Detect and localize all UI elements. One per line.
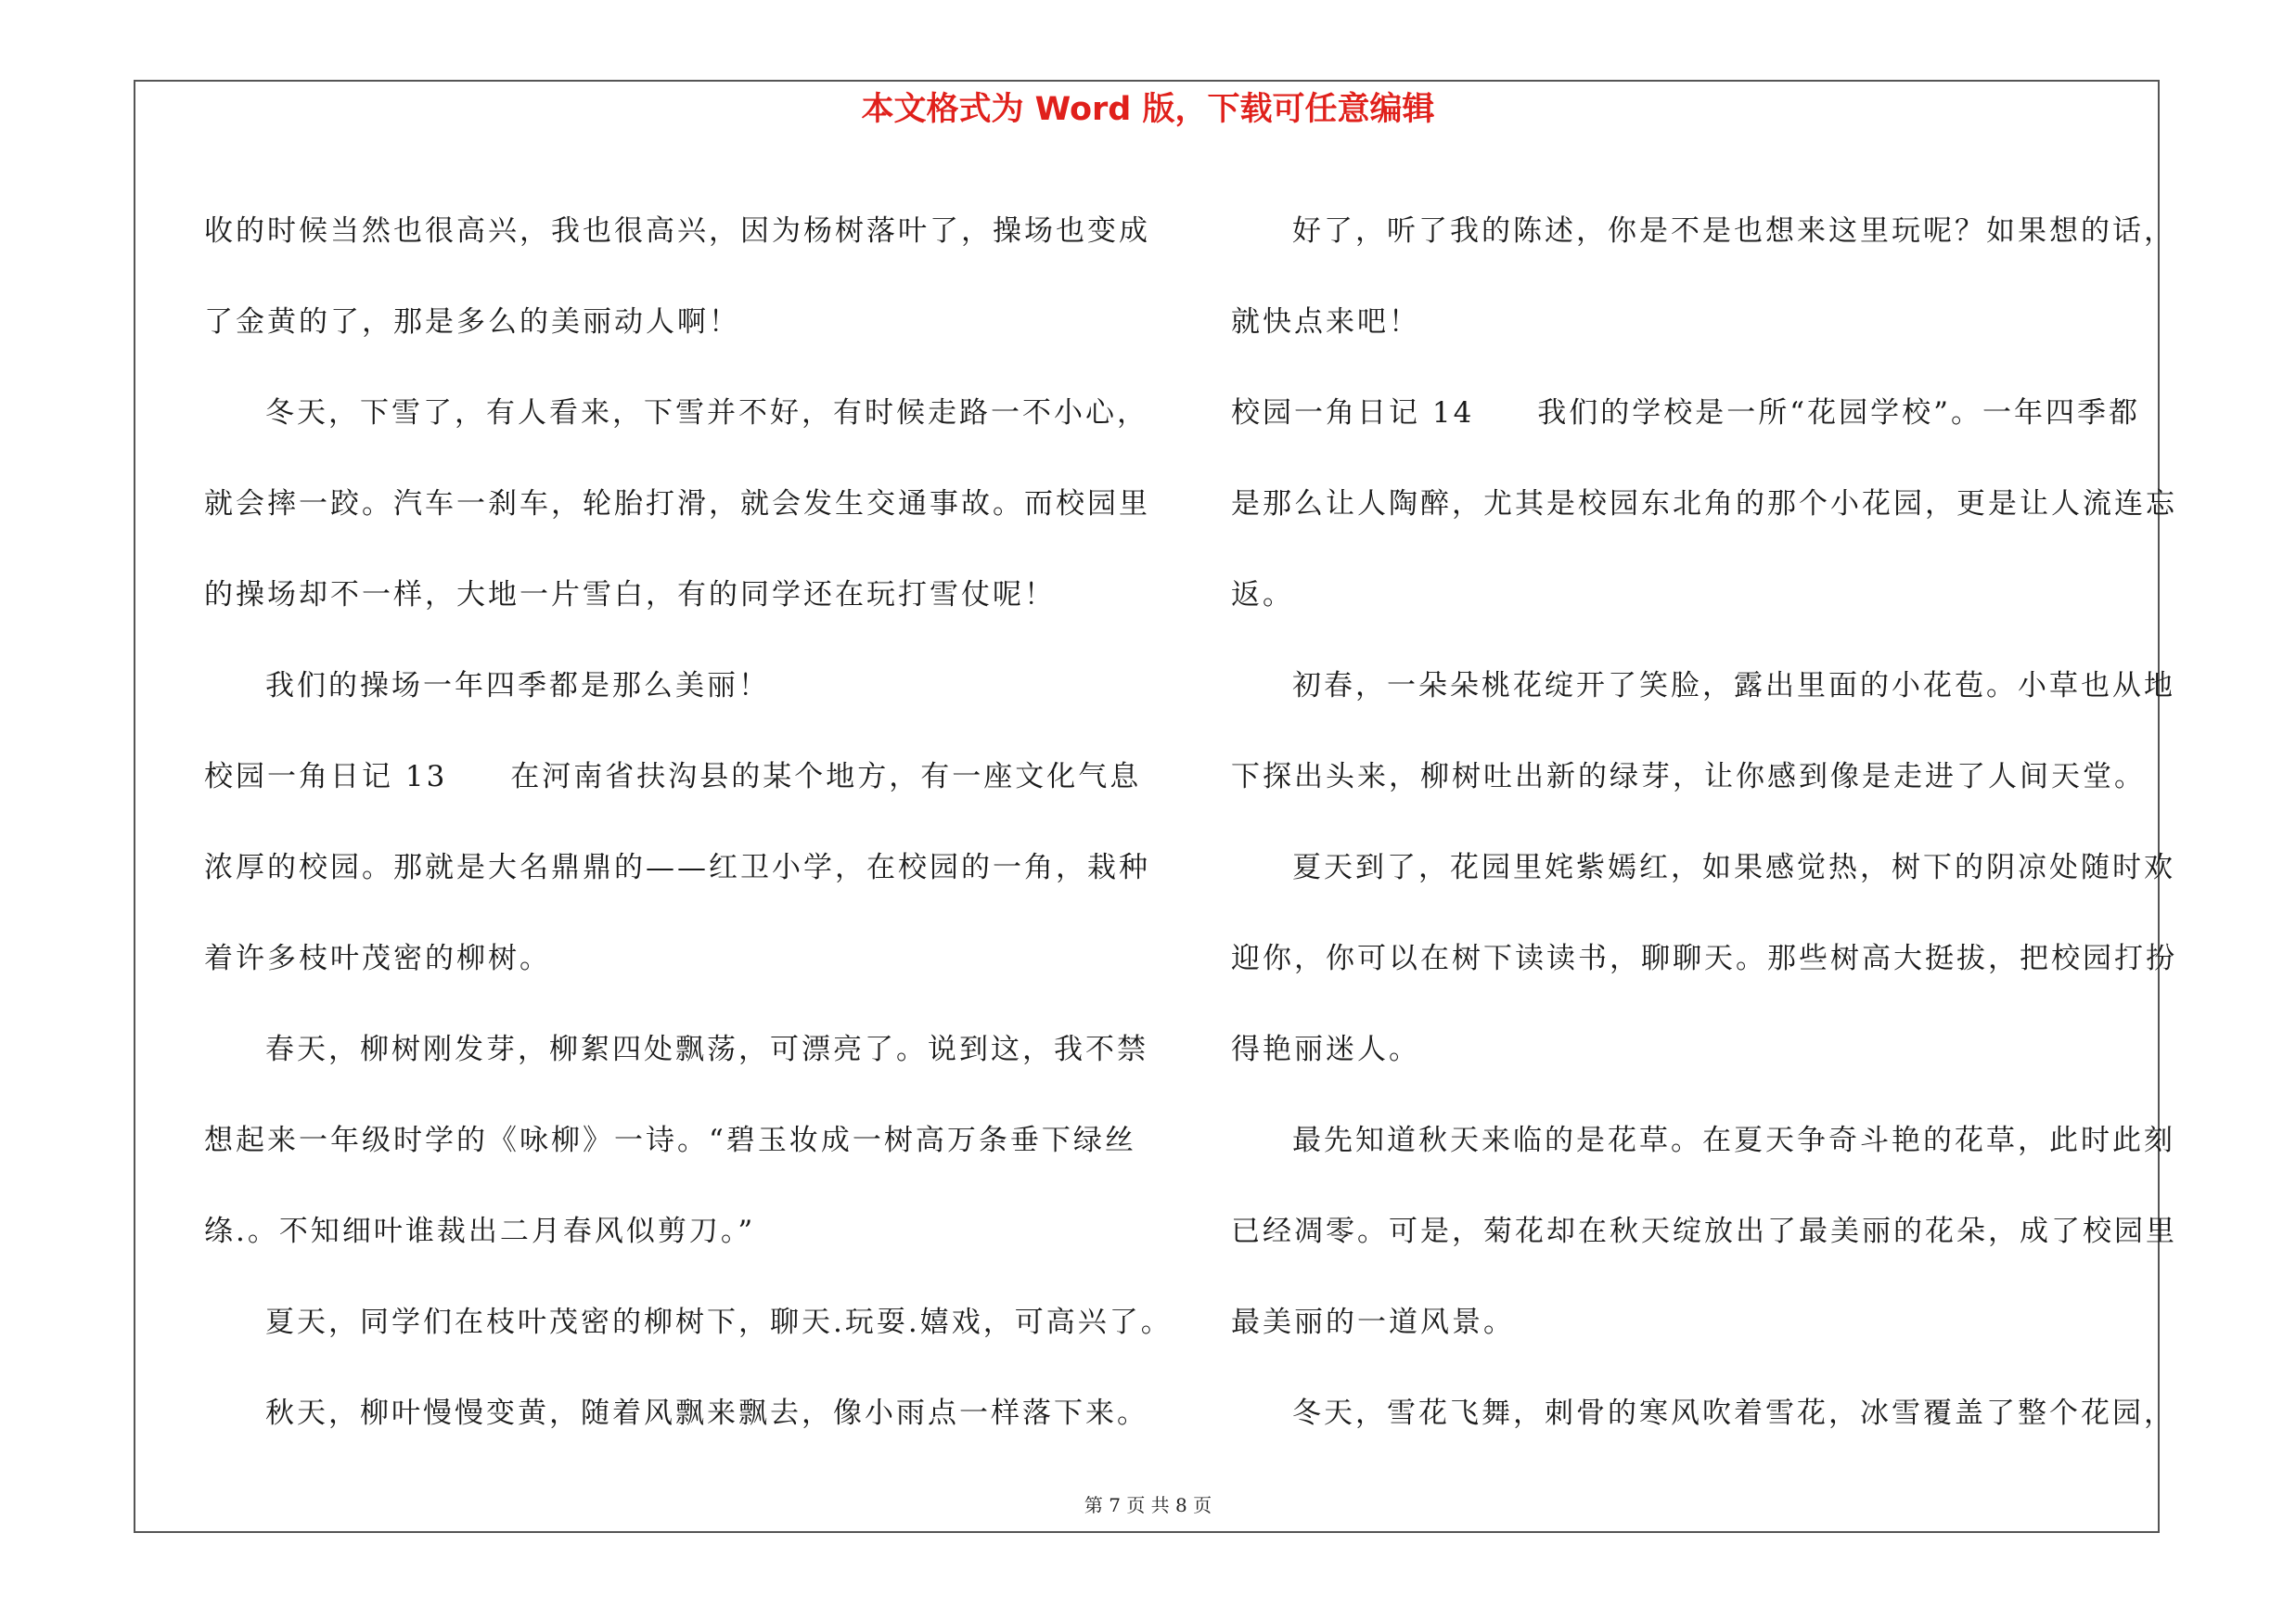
- text-line: 得艳丽迷人。: [1231, 1033, 1420, 1066]
- text-line: 下探出头来，柳树吐出新的绿芽，让你感到像是走进了人间天堂。: [1231, 760, 2146, 793]
- text-line: 校园一角日记 13 在河南省扶沟县的某个地方，有一座文化气息: [204, 760, 1142, 793]
- text-line: 春天，柳树刚发芽，柳絮四处飘荡，可漂亮了。说到这，我不禁: [265, 1033, 1148, 1066]
- text-line: 校园一角日记 14 我们的学校是一所“花园学校”。一年四季都: [1231, 396, 2140, 430]
- text-line: 夏天到了，花园里姹紫嫣红，如果感觉热，树下的阴凉处随时欢: [1292, 851, 2175, 884]
- text-line: 夏天，同学们在枝叶茂密的柳树下，聊天.玩耍.嬉戏，可高兴了。: [265, 1306, 1173, 1339]
- document-header: 本文格式为 Word 版，下载可任意编辑: [861, 91, 1435, 128]
- text-line: 收的时候当然也很高兴，我也很高兴，因为杨树落叶了，操场也变成: [204, 214, 1150, 248]
- text-line: 最先知道秋天来临的是花草。在夏天争奇斗艳的花草，此时此刻: [1292, 1124, 2175, 1157]
- text-line: 着许多枝叶茂密的柳树。: [204, 942, 551, 975]
- text-line: 冬天，雪花飞舞，刺骨的寒风吹着雪花，冰雪覆盖了整个花园，: [1292, 1397, 2175, 1430]
- left-column: [204, 186, 1173, 1459]
- text-line: 最美丽的一道风景。: [1231, 1306, 1515, 1339]
- text-line: 了金黄的了，那是多么的美丽动人啊！: [204, 305, 740, 339]
- text-line: 已经凋零。可是，菊花却在秋天绽放出了最美丽的花朵，成了校园里: [1231, 1215, 2177, 1248]
- text-line: 好了，听了我的陈述，你是不是也想来这里玩呢？如果想的话，: [1292, 214, 2175, 248]
- text-line: 绦.。不知细叶谁裁出二月春风似剪刀。”: [204, 1215, 756, 1248]
- text-line: 初春，一朵朵桃花绽开了笑脸，露出里面的小花苞。小草也从地: [1292, 669, 2175, 702]
- text-line: 就快点来吧！: [1231, 305, 1420, 339]
- text-line: 秋天，柳叶慢慢变黄，随着风飘来飘去，像小雨点一样落下来。: [265, 1397, 1148, 1430]
- right-column: [1231, 186, 2177, 1459]
- text-line: 返。: [1231, 578, 1294, 612]
- page-number: 第 7 页 共 8 页: [1084, 1494, 1212, 1516]
- text-line: 浓厚的校园。那就是大名鼎鼎的——红卫小学，在校园的一角，栽种: [204, 851, 1150, 884]
- text-line: 迎你，你可以在树下读读书，聊聊天。那些树高大挺拔，把校园打扮: [1231, 942, 2177, 975]
- text-line: 就会摔一跤。汽车一刹车，轮胎打滑，就会发生交通事故。而校园里: [204, 487, 1150, 521]
- text-line: 想起来一年级时学的《咏柳》一诗。“碧玉妆成一树高万条垂下绿丝: [204, 1124, 1136, 1157]
- text-line: 的操场却不一样，大地一片雪白，有的同学还在玩打雪仗呢！: [204, 578, 1056, 612]
- text-line: 我们的操场一年四季都是那么美丽！: [265, 669, 770, 702]
- text-line: 是那么让人陶醉，尤其是校园东北角的那个小花园，更是让人流连忘: [1231, 487, 2177, 521]
- text-line: 冬天，下雪了，有人看来，下雪并不好，有时候走路一不小心，: [265, 396, 1148, 430]
